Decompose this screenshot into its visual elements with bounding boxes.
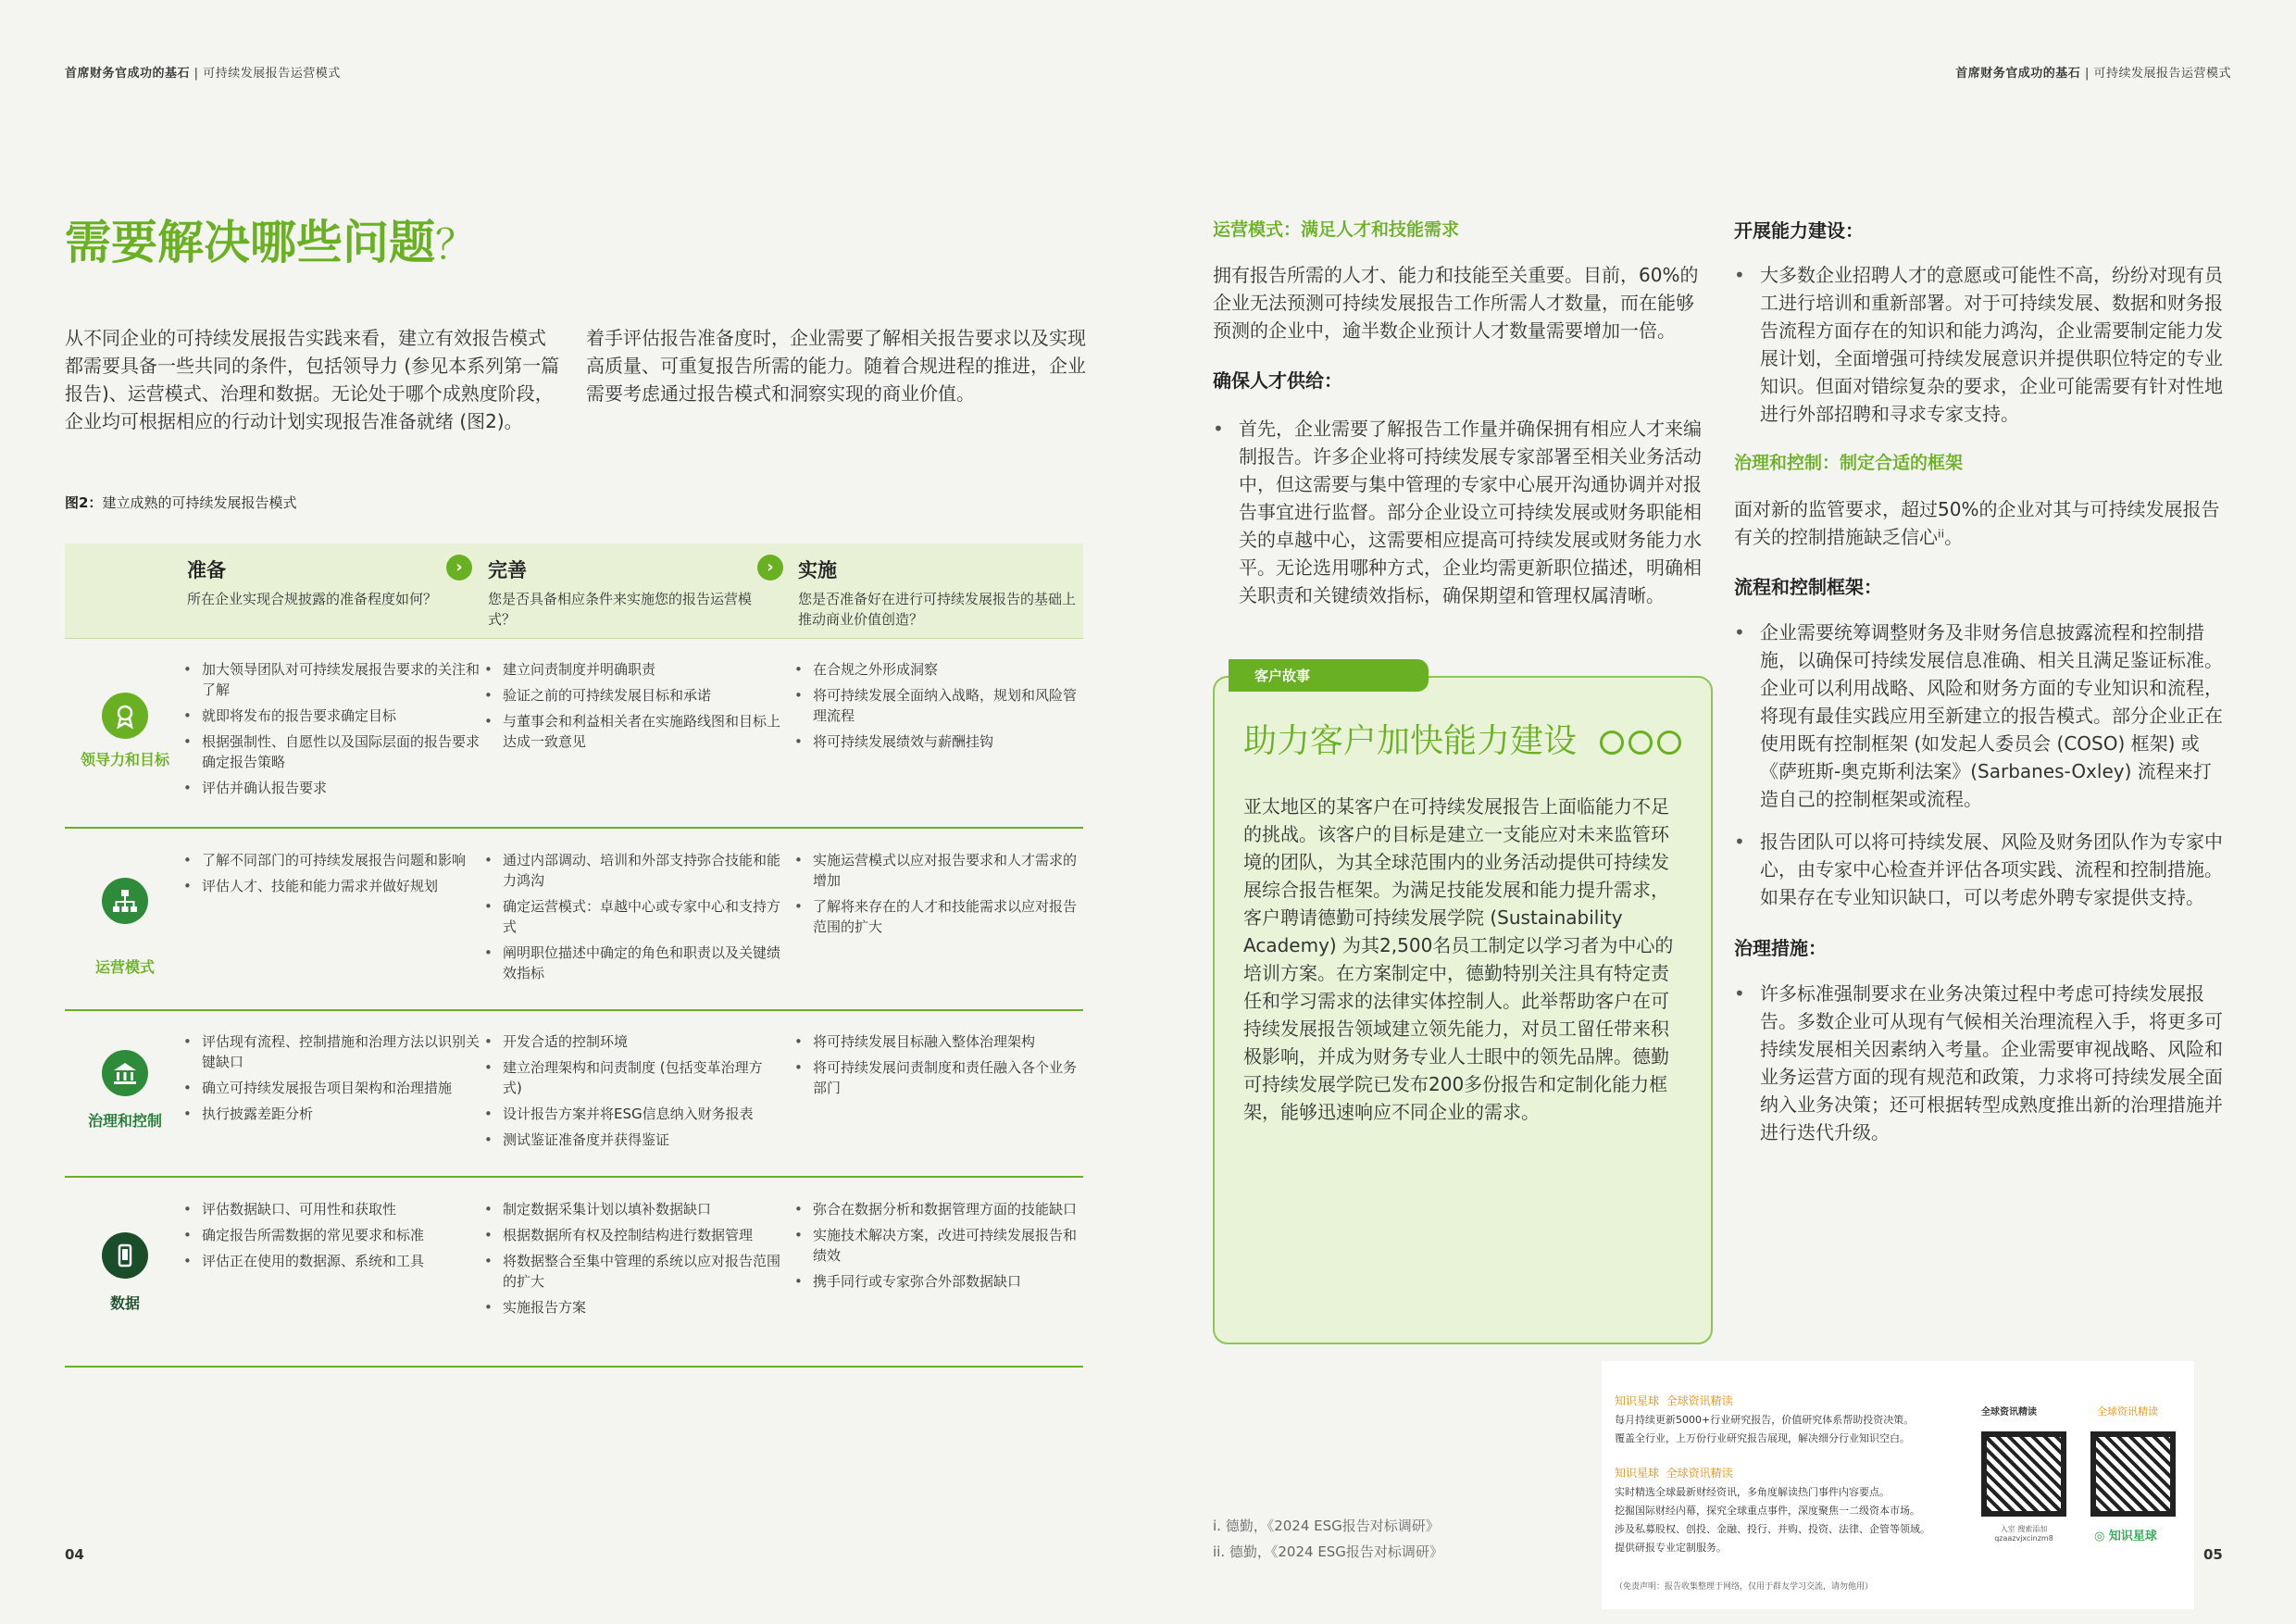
qr2-brand-text: 知识星球 — [2108, 1530, 2157, 1543]
list-item: • 将可持续发展问责制度和责任融入各个业务部门 — [794, 1057, 1081, 1098]
client-story-title — [1243, 715, 1686, 762]
list-item: • 大多数企业招聘人才的意愿或可能性不高，纷纷对现有员工进行培训和重新部署。对于可持续发展、数据和财务报告流程方面存在的知识和能力鸿沟，企业需要制定能力发展计划，全面增强可持续发展意识并提供职位特定的专业知识。但面对错综复杂的要求，企业可能需要有针对性地进行外部招聘和寻求专家支持。 — [1734, 261, 2229, 428]
row-divider — [65, 1009, 1083, 1011]
paragraph-operating: 拥有报告所需的人才、能力和技能至关重要。目前，60%的企业无法预测可持续发展报告工作所需人才数量，而在能够预测的企业中，逾半数企业预计人才数量需要增加一倍。 — [1213, 264, 1699, 342]
list-item: • 将可持续发展目标融入整体治理架构 — [794, 1031, 1081, 1052]
row-divider — [65, 1176, 1083, 1178]
column-header-improve — [488, 556, 756, 630]
page-title — [65, 206, 476, 272]
qr-code-icon — [2090, 1431, 2176, 1517]
page-number-right: 05 — [2203, 1546, 2223, 1563]
list-item: • 根据强制性、自愿性以及国际层面的报告要求确定报告策略 — [183, 731, 480, 772]
list-item: • 将可持续发展全面纳入战略，规划和风险管理流程 — [794, 685, 1081, 726]
promo-line: 覆盖全行业，上万份行业研究报告展现，解决细分行业知识空白。 — [1615, 1432, 1910, 1444]
paragraph-governance: 面对新的监管要求，超过50%的企业对其与可持续发展报告有关的控制措施缺乏信心ⁱⁱ。 — [1734, 498, 2220, 548]
cell-data-implement — [794, 1199, 1081, 1297]
list-item: • 加大领导团队对可持续发展报告要求的关注和了解 — [183, 659, 480, 700]
award-icon — [102, 693, 148, 739]
building-icon — [102, 1050, 148, 1096]
list-item: • 通过内部调动、培训和外部支持弥合技能和能力鸿沟 — [484, 850, 780, 891]
list-item: • 将数据整合至集中管理的系统以应对报告范围的扩大 — [484, 1251, 780, 1292]
bullets-talent-supply — [1213, 415, 1703, 609]
client-story-title-text: 助力客户加快能力建设 — [1243, 722, 1578, 760]
list-item: • 评估并确认报告要求 — [183, 778, 480, 798]
promo-line: 涉及私募股权、创投、金融、投行、并购、投资、法律、企管等领域。 — [1615, 1523, 1930, 1535]
promo-line: 每月持续更新5000+行业研究报告，价值研究体系帮助投资决策。 — [1615, 1414, 1915, 1426]
list-item: • 制定数据采集计划以填补数据缺口 — [484, 1199, 780, 1219]
qr1-caption: 入室 搜索添加 qzaazvjxcinzm8 — [1994, 1525, 2053, 1543]
mobile-icon — [102, 1232, 148, 1279]
list-item: • 评估数据缺口、可用性和获取性 — [183, 1199, 480, 1219]
list-item: • 弥合在数据分析和数据管理方面的技能缺口 — [794, 1199, 1081, 1219]
header-left-bold: 首席财务官成功的基石 — [65, 67, 191, 81]
row-label-text: 运营模式 — [94, 958, 155, 976]
list-item: • 设计报告方案并将ESG信息纳入财务报表 — [484, 1104, 780, 1124]
promo-heading-1b: 全球资讯精读 — [1666, 1394, 1733, 1407]
running-header-left — [65, 63, 341, 81]
promo-heading-2 — [1615, 1465, 1733, 1480]
bullets-process-framework — [1734, 618, 2229, 911]
promo-heading-2a: 知识星球 — [1615, 1467, 1660, 1480]
cell-governance-implement — [794, 1031, 1081, 1104]
promo-line: 实时精选全球最新财经资讯，多角度解读热门事件内容要点。 — [1615, 1486, 1890, 1498]
cell-data-prepare — [183, 1199, 480, 1277]
list-item: • 了解将来存在的人才和技能需求以应对报告范围的扩大 — [794, 896, 1081, 937]
cell-leadership-improve — [484, 659, 780, 757]
column-subtitle: 所在企业实现合规披露的准备程度如何？ — [187, 591, 438, 607]
cell-leadership-prepare — [183, 659, 480, 804]
list-item: • 评估人才、技能和能力需求并做好规划 — [183, 876, 480, 896]
column-header-prepare — [187, 556, 455, 609]
list-item: • 建立治理架构和问责制度 (包括变革治理方式) — [484, 1057, 780, 1098]
promo-text-2 — [1615, 1483, 1966, 1557]
list-item: • 就即将发布的报告要求确定目标 — [183, 706, 480, 726]
promo-text-1 — [1615, 1411, 1966, 1448]
row-label-text: 领导力和目标 — [80, 751, 169, 768]
bullets-capability — [1734, 261, 2229, 428]
header-left-sep: | — [193, 67, 199, 81]
list-item: • 在合规之外形成洞察 — [794, 659, 1081, 680]
list-item: • 企业需要统筹调整财务及非财务信息披露流程和控制措施，以确保可持续发展信息准确、相关且满足鉴证标准。企业可以利用战略、风险和财务方面的专业知识和流程，将现有最佳实践应用至新建立的报告模式。部分企业正在使用既有控制框架 (如发起人委员会 (COSO) 框架) 或《萨班斯-奥克斯利法案》(Sarbanes-Oxley) 流程来打造自己的控制框架或流程。 — [1734, 618, 2229, 813]
row-divider — [65, 1366, 1083, 1368]
header-left-rest: 可持续发展报告运营模式 — [203, 67, 341, 81]
column-title: 完善 — [488, 559, 527, 581]
page-number-left: 04 — [65, 1546, 84, 1563]
list-item: • 了解不同部门的可持续发展报告问题和影响 — [183, 850, 480, 870]
row-divider — [65, 827, 1083, 829]
client-story-body: 亚太地区的某客户在可持续发展报告上面临能力不足的挑战。该客户的目标是建立一支能应对未来监管环境的团队，为其全球范围内的业务活动提供可持续发展综合报告框架。为满足技能发展和能力提升需求，客户聘请德勤可持续发展学院 (Sustainability Academy) 为其2,500名员工制定以学习者为中心的培训方案。在方案制定中，德勤特别关注具有特定责任和学习需求的法律实体控制人。此举帮助客户在可持续发展报告领域建立领先能力，对员工留任带来积极影响，并成为财务专业人士眼中的领先品牌。德勤可持续发展学院已发布200多份报告和定制化能力框架，能够迅速响应不同企业的需求。 — [1243, 795, 1674, 1123]
list-item: • 报告团队可以将可持续发展、风险及财务团队作为专家中心，由专家中心检查并评估各项实践、流程和控制措施。如果存在专业知识缺口，可以考虑外聘专家提供支持。 — [1734, 828, 2229, 911]
row-label-data — [65, 1197, 185, 1313]
qr1-brand: 全球资讯精读 — [1981, 1407, 2037, 1418]
list-item: • 阐明职位描述中确定的角色和职责以及关键绩效指标 — [484, 943, 780, 983]
page-title-text: 需要解决哪些问题 — [65, 216, 435, 269]
row-label-leadership — [65, 659, 185, 769]
promo-box — [1602, 1361, 2194, 1609]
qr2-title: 全球资讯精读 — [2097, 1405, 2158, 1418]
row-label-governance — [65, 1030, 185, 1131]
list-item: • 开发合适的控制环境 — [484, 1031, 780, 1052]
promo-heading-1 — [1615, 1393, 1733, 1408]
list-item: • 实施技术解决方案，改进可持续发展报告和绩效 — [794, 1225, 1081, 1266]
cell-governance-improve — [484, 1031, 780, 1156]
qr-code-icon — [1981, 1431, 2066, 1517]
list-item: • 确定报告所需数据的常见要求和标准 — [183, 1225, 480, 1245]
chevron-right-icon: › — [446, 555, 472, 581]
row-label-operating-model — [65, 850, 185, 977]
qr2-brand — [2094, 1526, 2157, 1543]
chevron-right-icon: › — [757, 555, 783, 581]
column-subtitle: 您是否准备好在进行可持续发展报告的基础上推动商业价值创造？ — [798, 591, 1077, 628]
list-item: • 评估正在使用的数据源、系统和工具 — [183, 1251, 480, 1271]
list-item: • 将可持续发展绩效与薪酬挂钩 — [794, 731, 1081, 752]
column-subtitle: 您是否具备相应条件来实施您的报告运营模式？ — [488, 591, 753, 628]
client-story-tag: 客户故事 — [1229, 659, 1429, 692]
list-item: • 验证之前的可持续发展目标和承诺 — [484, 685, 780, 706]
org-chart-icon — [102, 878, 148, 924]
star-logo-icon: ◎ — [2094, 1530, 2105, 1543]
list-item: • 与董事会和利益相关者在实施路线图和目标上达成一致意见 — [484, 711, 780, 752]
section-heading-governance: 治理和控制：制定合适的框架 — [1734, 453, 1964, 473]
column-header-implement — [798, 556, 1076, 630]
list-item: • 实施报告方案 — [484, 1297, 780, 1318]
figure-caption — [65, 493, 296, 512]
figure-label: 图2： — [65, 494, 103, 511]
list-item: • 实施运营模式以应对报告要求和人才需求的增加 — [794, 850, 1081, 891]
footnote-1: i. 德勤，《2024 ESG报告对标调研》 — [1213, 1518, 1440, 1534]
header-right-rest: 可持续发展报告运营模式 — [2093, 67, 2231, 81]
list-item: • 许多标准强制要求在业务决策过程中考虑可持续发展报告。多数企业可从现有气候相关治理流程入手，将更多可持续发展相关因素纳入考量。企业需要审视战略、风险和业务运营方面的现有规范和政策，力求将可持续发展全面纳入业务决策；还可根据转型成熟度推出新的治理措施并进行迭代升级。 — [1734, 980, 2229, 1146]
section-heading-operating: 运营模式：满足人才和技能需求 — [1213, 219, 1460, 240]
figure-title: 建立成熟的可持续发展报告模式 — [102, 494, 297, 511]
list-item: • 执行披露差距分析 — [183, 1104, 480, 1124]
intro-paragraph-2: 着手评估报告准备度时，企业需要了解相关报告要求以及实现高质量、可重复报告所需的能力。随着合规进程的推进，企业需要考虑通过报告模式和洞察实现的商业价值。 — [586, 327, 1086, 405]
subheading-talent-supply: 确保人才供给： — [1213, 369, 1342, 392]
promo-line: 挖掘国际财经内幕，探究全球重点事件，深度聚焦一二级资本市场。 — [1615, 1505, 1920, 1517]
header-right-bold: 首席财务官成功的基石 — [1955, 67, 2081, 81]
list-item: • 确定运营模式：卓越中心或专家中心和支持方式 — [484, 896, 780, 937]
cell-operating-prepare — [183, 850, 480, 902]
promo-heading-2b: 全球资讯精读 — [1666, 1467, 1733, 1480]
promo-heading-1a: 知识星球 — [1615, 1394, 1660, 1407]
promo-line: 提供研报专业定制服务。 — [1615, 1542, 1727, 1554]
column-title: 实施 — [798, 559, 837, 581]
header-right-sep: | — [2084, 67, 2090, 81]
list-item: • 首先，企业需要了解报告工作量并确保拥有相应人才来编制报告。许多企业将可持续发展专家部署至相关业务活动中，但这需要与集中管理的专家中心展开沟通协调并对报告事宜进行监督。部分企业设立可持续发展或财务职能相关的卓越中心，这需要相应提高可持续发展或财务能力水平。无论选用哪种方式，企业均需更新职位描述，明确相关职责和关键绩效指标，确保期望和管理权属清晰。 — [1213, 415, 1703, 609]
list-item: • 携手同行或专家弥合外部数据缺口 — [794, 1271, 1081, 1292]
cell-governance-prepare — [183, 1031, 480, 1130]
row-label-text: 数据 — [109, 1294, 140, 1312]
list-item: • 确立可持续发展报告项目架构和治理措施 — [183, 1078, 480, 1098]
dots-icon — [1600, 722, 1686, 760]
cell-operating-improve — [484, 850, 780, 989]
list-item: • 评估现有流程、控制措施和治理方法以识别关键缺口 — [183, 1031, 480, 1072]
running-header-right — [1955, 63, 2231, 81]
row-label-text: 治理和控制 — [87, 1112, 162, 1130]
list-item: • 建立问责制度并明确职责 — [484, 659, 780, 680]
page-title-question: ？ — [435, 221, 476, 269]
list-item: • 根据数据所有权及控制结构进行数据管理 — [484, 1225, 780, 1245]
disclaimer: （免责声明：报告收集整理于网络，仅用于群友学习交流，请勿他用） — [1615, 1582, 1874, 1592]
subheading-governance-measures: 治理措施： — [1734, 937, 1827, 959]
bullets-governance-measures — [1734, 980, 2229, 1146]
cell-operating-implement — [794, 850, 1081, 943]
subheading-capability: 开展能力建设： — [1734, 219, 1864, 242]
column-title: 准备 — [187, 559, 226, 581]
subheading-process-framework: 流程和控制框架： — [1734, 576, 1882, 598]
cell-data-improve — [484, 1199, 780, 1323]
intro-paragraph-1: 从不同企业的可持续发展报告实践来看，建立有效报告模式都需要具备一些共同的条件，包括领导力 (参见本系列第一篇报告)、运营模式、治理和数据。无论处于哪个成熟度阶段，企业均可根据相应的行动计划实现报告准备就绪 (图2)。 — [65, 327, 560, 432]
footnote-2: ii. 德勤，《2024 ESG报告对标调研》 — [1213, 1543, 1443, 1560]
list-item: • 测试鉴证准备度并获得鉴证 — [484, 1130, 780, 1150]
cell-leadership-implement — [794, 659, 1081, 757]
